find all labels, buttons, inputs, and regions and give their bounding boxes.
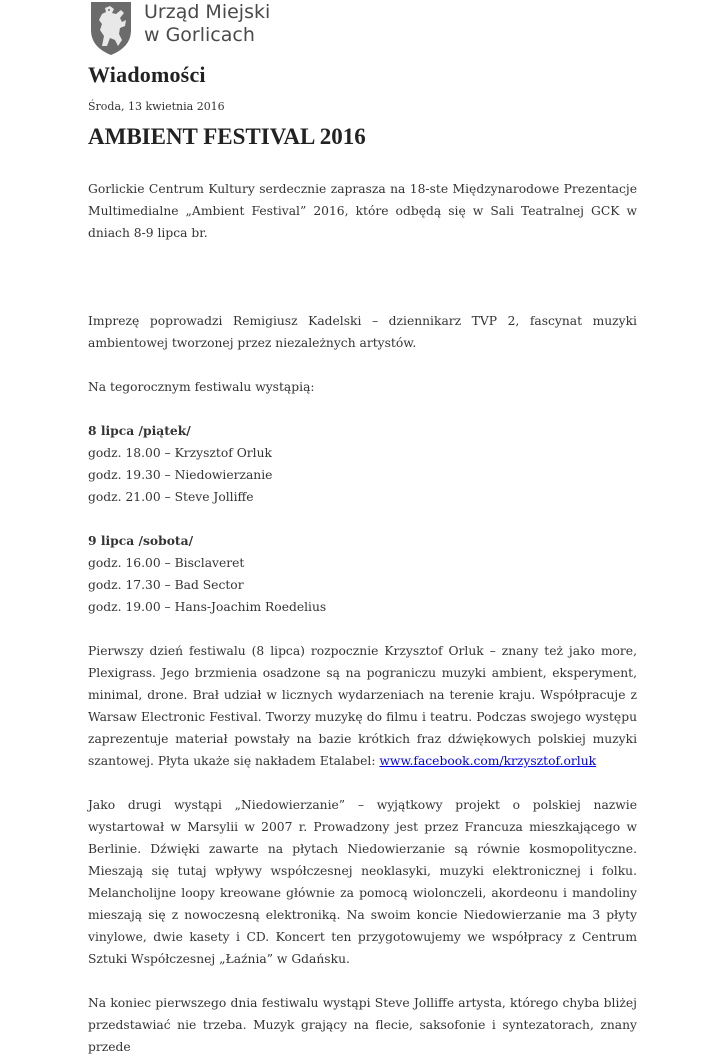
day1-item: godz. 19.30 – Niedowierzanie <box>88 468 273 482</box>
day2-item: godz. 16.00 – Bisclaveret <box>88 556 245 570</box>
article-body <box>88 178 637 1058</box>
day2-item: godz. 19.00 – Hans-Joachim Roedelius <box>88 600 327 614</box>
coat-of-arms-logo <box>88 0 134 56</box>
lineup-intro: Na tegorocznym festiwalu wystąpią: <box>88 380 315 394</box>
section-title: Wiadomości <box>88 62 206 87</box>
org-name <box>144 1 270 47</box>
niedowierzanie-paragraph: Jako drugi wystąpi „Niedowierzanie” – wyjątkowy projekt o polskiej nazwie wystartował w Marsylii w 2007 r. Prowadzony jest przez Francuza mieszkającego w Berlinie. Dźwięki zawarte na płytach Niedowierzanie są równie kosmopolityczne. Mieszają się tutaj wpływy współczesnej neoklasyki, muzyki elektronicznej i folku. Melancholijne loopy kreowane głównie za pomocą wiolonczeli, akordeonu i mandoliny mieszają się z nowoczesną elektroniką. Na swoim koncie Niedowierzanie ma 3 płyty vinylowe, dwie kasety i CD. Koncert ten przygotowujemy we współpracy z Centrum Sztuki Współczesnej „Łaźnia” w Gdańsku. <box>88 798 637 966</box>
facebook-link[interactable]: www.facebook.com/krzysztof.orluk <box>379 754 597 768</box>
day2-heading: 9 lipca /sobota/ <box>88 533 194 548</box>
host-paragraph: Imprezę poprowadzi Remigiusz Kadelski – dziennikarz TVP 2, fascynat muzyki ambientowej tworzonej przez niezależnych artystów. <box>88 314 637 350</box>
day1-heading: 8 lipca /piątek/ <box>88 423 191 438</box>
orluk-text: Pierwszy dzień festiwalu (8 lipca) rozpocznie Krzysztof Orluk – znany też jako more, Plexigrass. Jego brzmienia osadzone są na pograniczu muzyki ambient, eksperyment, minimal, drone. Brał udział w licznych wydarzeniach na terenie kraju. Współpracuje z Warsaw Electronic Festival. Tworzy muzykę do filmu i teatru. Podczas swojego występu zaprezentuje materiał powstały na bazie krótkich fraz dźwiękowych polskiej muzyki szantowej. Płyta ukaże się nakładem Etalabel: <box>88 644 637 768</box>
article-title: AMBIENT FESTIVAL 2016 <box>88 124 366 149</box>
publication-date: Środa, 13 kwietnia 2016 <box>88 100 225 113</box>
day1-item: godz. 18.00 – Krzysztof Orluk <box>88 446 272 460</box>
org-name-line2: w Gorlicach <box>144 24 255 46</box>
orluk-paragraph <box>88 640 637 772</box>
jolliffe-paragraph: Na koniec pierwszego dnia festiwalu wystąpi Steve Jolliffe artysta, którego chyba bliżej przedstawiać nie trzeba. Muzyk grający na flecie, saksofonie i syntezatorach, znany przede <box>88 996 637 1054</box>
day1-item: godz. 21.00 – Steve Jolliffe <box>88 490 254 504</box>
day2-item: godz. 17.30 – Bad Sector <box>88 578 244 592</box>
site-header <box>88 0 270 56</box>
org-name-line1: Urząd Miejski <box>144 1 271 23</box>
intro-paragraph: Gorlickie Centrum Kultury serdecznie zaprasza na 18-ste Międzynarodowe Prezentacje Multimedialne „Ambient Festival” 2016, które odbędą się w Sali Teatralnej GCK w dniach 8-9 lipca br. <box>88 182 637 240</box>
